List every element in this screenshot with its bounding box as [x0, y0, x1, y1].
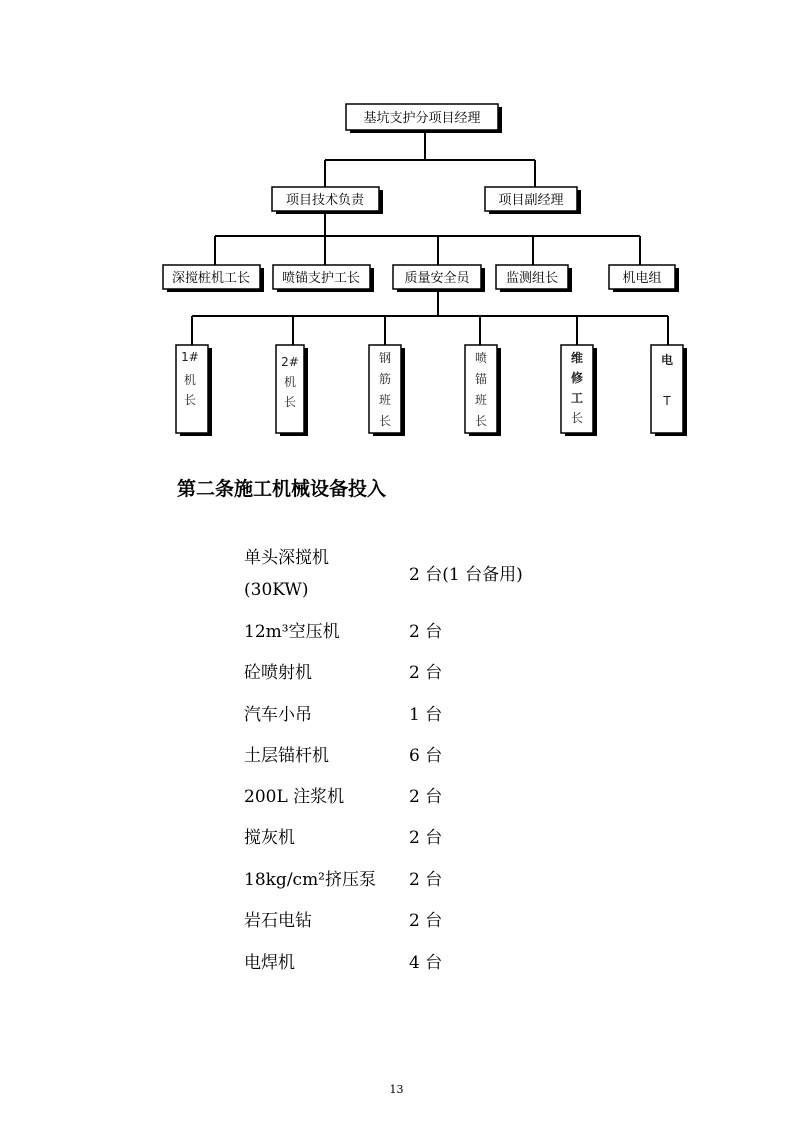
equipment-row	[244, 560, 624, 588]
org-node-top-label: 基坑支护分项目经理	[363, 111, 481, 126]
org-node-label-char: 1#	[181, 350, 199, 364]
org-node-label-char: 喷	[474, 351, 488, 365]
org-node-electromech-label: 机电组	[622, 271, 662, 286]
org-node-label-char: 维	[570, 351, 584, 365]
equipment-row	[244, 700, 624, 728]
equipment-row	[244, 865, 624, 893]
equipment-row	[244, 617, 624, 645]
org-node-label-char: 2#	[281, 355, 299, 369]
org-node-label-char: 班	[474, 393, 488, 407]
equipment-row	[244, 948, 624, 976]
equipment-name: 土层锚杆机	[244, 746, 329, 766]
equipment-qty: 2 台(1 台备用)	[409, 565, 523, 585]
org-node-label-char: 修	[570, 371, 584, 385]
equipment-qty: 4 台	[409, 953, 443, 973]
equipment-name: 单头深搅机	[244, 548, 329, 568]
org-node-label-char: 长	[378, 414, 392, 428]
equipment-row	[244, 658, 624, 686]
org-node-label-char: 机	[283, 375, 297, 389]
equipment-name: 岩石电钻	[244, 911, 312, 931]
org-node-label-char: T	[663, 394, 671, 408]
org-node-label-char: 筋	[378, 372, 392, 386]
equipment-qty: 2 台	[409, 911, 443, 931]
equipment-name: 18kg/cm²挤压泵	[244, 870, 376, 890]
equipment-row	[244, 906, 624, 934]
org-node-label-char: 工	[570, 391, 584, 405]
org-node-label-char: 长	[474, 414, 488, 428]
equipment-name: 搅灰机	[244, 828, 295, 848]
org-node-shotcrete-foreman-label: 喷锚支护工长	[281, 271, 361, 286]
equipment-qty: 6 台	[409, 746, 443, 766]
page-number: 13	[389, 1083, 404, 1096]
org-node-label-char: 钢	[378, 351, 392, 365]
org-node-label-char: 长	[183, 393, 197, 407]
equipment-row	[244, 741, 624, 769]
section-title: 第二条施工机械设备投入	[177, 478, 387, 500]
equipment-name: 砼喷射机	[244, 663, 312, 683]
equipment-row	[244, 782, 624, 810]
org-node-label-char: 机	[183, 373, 197, 387]
equipment-name: 汽车小吊	[244, 705, 312, 725]
equipment-name: 12m³空压机	[244, 622, 340, 642]
org-node-monitoring-lead-label: 监测组长	[505, 271, 559, 286]
equipment-qty: 1 台	[409, 705, 443, 725]
org-node-label-char: 长	[570, 411, 584, 425]
org-node-label-char: 锚	[474, 372, 488, 386]
org-node-deputy-manager-label: 项目副经理	[498, 193, 564, 208]
org-node-quality-safety-label: 质量安全员	[404, 271, 470, 286]
org-node-tech-lead-label: 项目技术负责	[285, 193, 365, 208]
equipment-qty: 2 台	[409, 828, 443, 848]
equipment-name-line2: (30KW)	[244, 580, 309, 600]
org-node-label-char: 长	[283, 395, 297, 409]
org-node-label-char: 班	[378, 393, 392, 407]
org-node-deep-mix-foreman-label: 深搅桩机工长	[171, 271, 251, 286]
equipment-qty: 2 台	[409, 622, 443, 642]
equipment-name: 电焊机	[244, 953, 295, 973]
equipment-qty: 2 台	[409, 787, 443, 807]
equipment-qty: 2 台	[409, 663, 443, 683]
equipment-qty: 2 台	[409, 870, 443, 890]
org-chart	[0, 0, 793, 450]
org-node-label-char: 电	[660, 353, 674, 367]
equipment-name: 200L 注浆机	[244, 787, 345, 807]
equipment-row	[244, 823, 624, 851]
